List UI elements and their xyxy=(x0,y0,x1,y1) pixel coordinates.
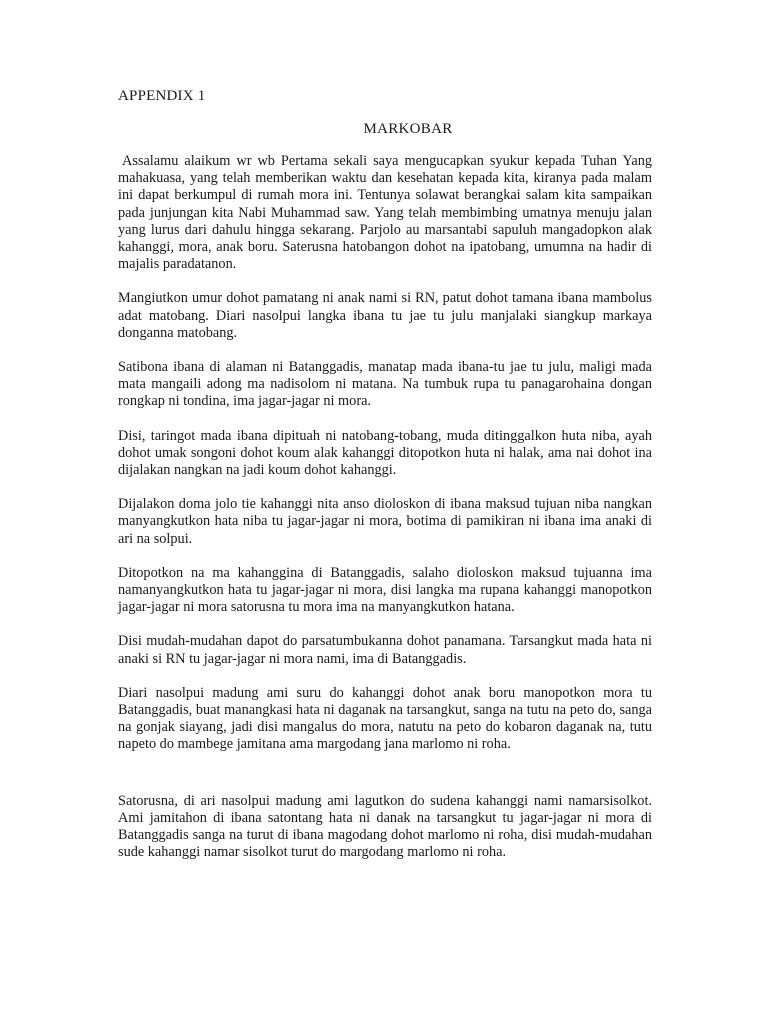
paragraph: Dijalakon doma jolo tie kahanggi nita anso dioloskon di ibana maksud tujuan niba nangkan manyangkutkon hata niba tu jagar-jagar ni mora, botima di pamikiran ni ibana ima anaki di ari na solpui. xyxy=(118,496,652,547)
paragraph: Mangiutkon umur dohot pamatang ni anak nami si RN, patut dohot tamana ibana mambolus adat matobang. Diari nasolpui langka ibana tu jae tu julu manjalaki siangkup markaya donganna matobang. xyxy=(118,290,652,341)
document-title: MARKOBAR xyxy=(363,121,453,137)
paragraph-opening: Assalamu alaikum wr wb Pertama sekali saya mengucapkan syukur kepada Tuhan Yang mahakuasa, yang telah memberikan waktu dan kesehatan kepada kita, kiranya pada malam ini dapat berkumpul di rumah mora ini. Tentunya solawat berangkai salam kita sampaikan pada junjungan kita Nabi Muhammad saw. Yang telah membimbing umatnya menuju jalan yang lurus dari dahulu hingga sekarang. Parjolo au marsantabi sapuluh mangadopkon alak kahanggi, mora, anak boru. Saterusna hatobangon dohot na ipatobang, umumna na hadir di majalis paradatanon. xyxy=(118,153,652,273)
paragraph-closing: Satorusna, di ari nasolpui madung ami lagutkon do sudena kahanggi nami namarsisolkot. Ami jamitahon di ibana satontang hata ni danak na tarsangkut tu jagar-jagar ni mora di Batanggadis sanga na turut di ibana magodang dohot marlomo ni roha, disi mudah-mudahan sude kahanggi namar sisolkot turut do margodang marlomo ni roha. xyxy=(118,792,652,861)
paragraph: Ditopotkon na ma kahanggina di Batanggadis, salaho dioloskon maksud tujuanna ima namanyangkutkon hata tu jagar-jagar ni mora, disi langka ma rupana kahanggi manopotkon jagar-jagar ni mora satorusna tu mora ima na manyangkutkon hatana. xyxy=(118,564,652,616)
paragraph: Disi mudah-mudahan dapot do parsatumbukanna dohot panamana. Tarsangkut mada hata ni anaki si RN tu jagar-jagar ni mora nami, ima di Batanggadis. xyxy=(118,633,652,667)
document-body xyxy=(118,153,652,879)
paragraph: Diari nasolpui madung ami suru do kahanggi dohot anak boru manopotkon mora tu Batanggadis, buat manangkasi hata ni daganak na tarsangkut, sanga na tutu na peto do, sanga na gonjak siayang, jadi disi mangalus do mora, natutu na peto do kobaron daganak na, tutu napeto do mambege jamitana ama margodang jana marlomo ni roha. xyxy=(118,684,652,753)
paragraph: Disi, taringot mada ibana dipituah ni natobang-tobang, muda ditinggalkon huta niba, ayah dohot umak songoni dohot koum alak kahanggi ditopotkon huta ni halak, ama nai dohot ina dijalakan nangkan na jadi koum dohot kahanggi. xyxy=(118,427,652,479)
appendix-label: APPENDIX 1 xyxy=(118,88,206,104)
paragraph: Satibona ibana di alaman ni Batanggadis, manatap mada ibana-tu jae tu julu, maligi mada mata mangaili adong ma nadisolom ni matana. Na tumbuk rupa tu panagarohaina dongan rongkap ni tondina, ima jagar-jagar ni mora. xyxy=(118,359,652,410)
